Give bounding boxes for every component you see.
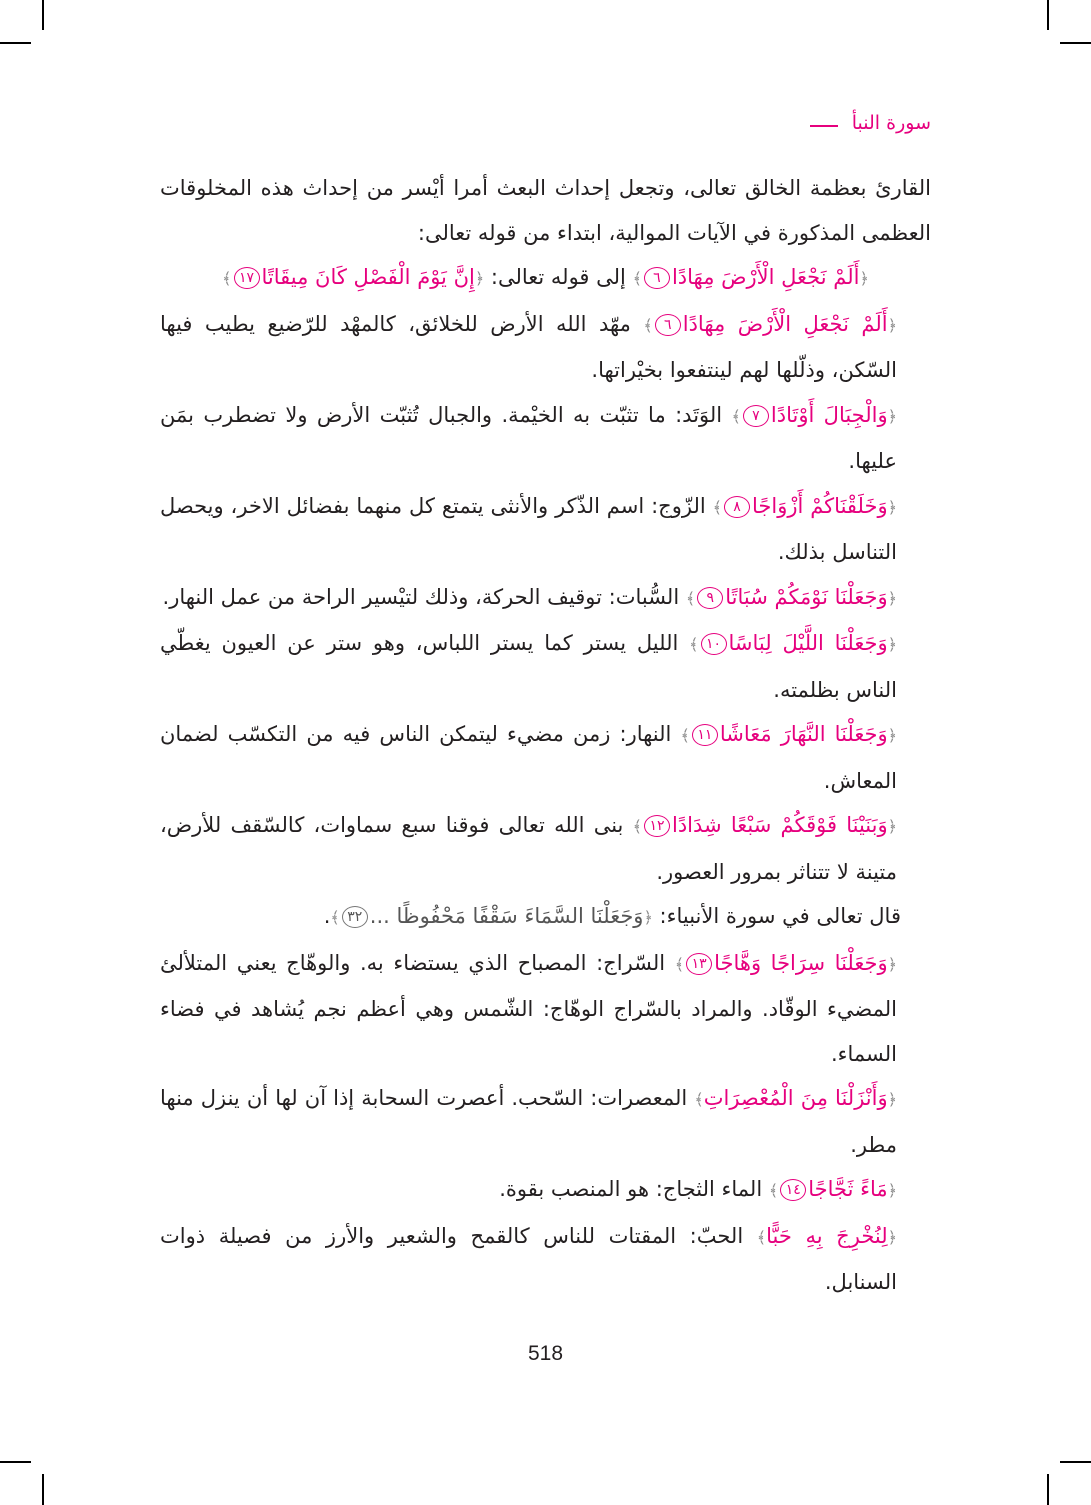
anbiya-quote: قال تعالى في سورة الأنبياء: ﴿وَجَعَلْنَا السَّمَاءَ سَقْفًا مَحْفُوظًا ...٣٢﴾.	[323, 904, 901, 928]
explanation: الليل يستر كما يستر اللباس، وهو ستر عن العيون يغطّي الناس بظلمته.	[160, 631, 897, 702]
ayah-number-icon: ١٤	[780, 1179, 806, 1201]
verse-text: وَجَعَلْنَا نَوْمَكُمْ سُبَاتًا	[725, 584, 888, 609]
entry: ﴿وَجَعَلْنَا سِرَاجًا وَهَّاجًا١٣﴾ السّراج: المصباح الذي يستضاء به. والوهّاج يعني المتلألئ المضيء الوقّاد. والمراد بالسّراج الوهّاج: الشّمس وهي أعظم نجم يُشاهد في فضاء السماء.	[160, 950, 897, 1066]
explanation: مهّد الله الأرض للخلائق، كالمهْد للرّضيع يطيب فيها السّكن، وذلّلها لهم لينتفعوا بخيْراتها.	[160, 311, 897, 382]
verse-text: وَأَنْزَلْنَا مِنَ الْمُعْصِرَاتِ	[703, 1086, 888, 1110]
explanation: الماء الثجاج: هو المنصب بقوة.	[499, 1177, 763, 1201]
ayah-number-icon: ١١	[692, 724, 718, 746]
ayah-number-icon: ١٢	[644, 815, 670, 837]
entry: ﴿وَخَلَقْنَاكُمْ أَزْوَاجًا٨﴾ الزّوج: اسم الذّكر والأنثى يتمتع كل منهما بفضائل الاخر، ويحصل التناسل بذلك.	[160, 493, 897, 564]
explanation: الحبّ: المقتات للناس كالقمح والشعير والأرز من فصيلة ذوات السنابل.	[160, 1223, 897, 1294]
crop-mark	[0, 1461, 31, 1463]
crop-mark	[1047, 1474, 1049, 1505]
ayah-number-icon: ٧	[743, 405, 769, 427]
verse-text: أَلَمْ نَجْعَلِ الْأَرْضَ مِهَادًا	[671, 265, 860, 289]
explanation: بنى الله تعالى فوقنا سبع سماوات، كالسّقف للأرض، متينة لا تتناثر بمرور العصور.	[160, 813, 897, 884]
verse-text: وَجَعَلْنَا النَّهَارَ مَعَاشًا	[719, 722, 888, 746]
verse-text: وَخَلَقْنَاكُمْ أَزْوَاجًا	[751, 493, 888, 518]
entry: ﴿وَبَنَيْنَا فَوْقَكُمْ سَبْعًا شِدَادًا١٢﴾ بنى الله تعالى فوقنا سبع سماوات، كالسّقف للأرض، متينة لا تتناثر بمرور العصور.	[160, 813, 897, 884]
explanation: السُّبات: توقيف الحركة، وذلك لتيْسير الراحة من عمل النهار.	[162, 584, 680, 609]
entry: ﴿وَالْجِبَالَ أَوْتَادًا٧﴾ الوَتَد: ما تثبّت به الخيْمة. والجبال تُثبّت الأرض ولا تضطرب بمَن عليها.	[160, 402, 897, 473]
crop-mark	[0, 42, 31, 44]
ayah-number-icon: ٩	[697, 587, 723, 609]
entry: ﴿مَاءً ثَجَّاجًا١٤﴾ الماء الثجاج: هو المنصب بقوة.	[499, 1177, 897, 1201]
entry: ﴿وَجَعَلْنَا نَوْمَكُمْ سُبَاتًا٩﴾ السُّبات: توقيف الحركة، وذلك لتيْسير الراحة من عمل النهار.	[162, 584, 897, 609]
running-header	[810, 112, 931, 134]
verse-text: وَجَعَلْنَا اللَّيْلَ لِبَاسًا	[728, 631, 888, 655]
explanation: السّراج: المصباح الذي يستضاء به. والوهّاج يعني المتلألئ المضيء الوقّاد. والمراد بالسّراج الوهّاج: الشّمس وهي أعظم نجم يُشاهد في فضاء السماء.	[160, 950, 897, 1066]
verse-text: لِنُخْرِجَ بِهِ حَبًّا	[766, 1223, 888, 1248]
entry: ﴿أَلَمْ نَجْعَلِ الْأَرْضَ مِهَادًا٦﴾ مهّد الله الأرض للخلائق، كالمهْد للرّضيع يطيب فيها السّكن، وذلّلها لهم لينتفعوا بخيْراتها.	[160, 311, 897, 382]
entry: ﴿لِنُخْرِجَ بِهِ حَبًّا﴾ الحبّ: المقتات للناس كالقمح والشعير والأرز من فصيلة ذوات السنابل.	[160, 1223, 897, 1294]
crop-mark	[1060, 42, 1091, 44]
crop-mark	[1047, 0, 1049, 30]
crop-mark	[42, 0, 44, 30]
ayah-number-icon: ١٠	[701, 633, 727, 655]
ayah-number-icon: ٦	[644, 267, 670, 289]
ayah-number-icon: ٣٢	[342, 906, 368, 928]
verse-text: إِنَّ يَوْمَ الْفَصْلِ كَانَ مِيقَاتًا	[261, 265, 475, 289]
explanation: الوَتَد: ما تثبّت به الخيْمة. والجبال تُثبّت الأرض ولا تضطرب بمَن عليها.	[160, 402, 897, 473]
crop-mark	[42, 1474, 44, 1505]
verse-text: مَاءً ثَجَّاجًا	[808, 1177, 888, 1201]
ayah-number-icon: ٦	[655, 314, 681, 336]
explanation: المعصرات: السّحب. أعصرت السحابة إذا آن لها أن ينزل منها مطر.	[160, 1086, 897, 1157]
page-number: 518	[527, 1342, 564, 1365]
intro-paragraph: القارئ بعظمة الخالق تعالى، وتجعل إحداث البعث أمرا أيْسر من إحداث هذه المخلوقات العظمى المذكورة في الآيات الموالية، ابتداء من قوله تعالى:	[160, 176, 931, 245]
verse-text: وَجَعَلْنَا السَّمَاءَ سَقْفًا مَحْفُوظًا ...	[369, 904, 644, 928]
ayah-number-icon: ١٣	[686, 953, 712, 975]
explanation: الزّوج: اسم الذّكر والأنثى يتمتع كل منهما بفضائل الاخر، ويحصل التناسل بذلك.	[160, 493, 897, 564]
verse-text: أَلَمْ نَجْعَلِ الْأَرْضَ مِهَادًا	[682, 311, 888, 336]
verse-range: ﴿أَلَمْ نَجْعَلِ الْأَرْضَ مِهَادًا٦﴾ إلى قوله تعالى: ﴿إِنَّ يَوْمَ الْفَصْلِ كَانَ مِيقَاتًا١٧﴾	[222, 265, 869, 289]
ayah-number-icon: ٨	[724, 496, 750, 518]
entry: ﴿وَأَنْزَلْنَا مِنَ الْمُعْصِرَاتِ﴾ المعصرات: السّحب. أعصرت السحابة إذا آن لها أن ينزل منها مطر.	[160, 1086, 897, 1157]
header-rule	[810, 125, 838, 127]
verse-text: وَبَنَيْنَا فَوْقَكُمْ سَبْعًا شِدَادًا	[672, 813, 888, 837]
verse-text: وَجَعَلْنَا سِرَاجًا وَهَّاجًا	[714, 950, 888, 975]
explanation: النهار: زمن مضيء ليتمكن الناس فيه من التكسّب لضمان المعاش.	[160, 722, 897, 793]
entry: ﴿وَجَعَلْنَا النَّهَارَ مَعَاشًا١١﴾ النهار: زمن مضيء ليتمكن الناس فيه من التكسّب لضمان المعاش.	[160, 722, 897, 793]
page-body	[160, 166, 931, 1305]
verse-text: وَالْجِبَالَ أَوْتَادًا	[770, 402, 888, 427]
ayah-number-icon: ١٧	[234, 267, 260, 289]
crop-mark	[1060, 1461, 1091, 1463]
entry: ﴿وَجَعَلْنَا اللَّيْلَ لِبَاسًا١٠﴾ الليل يستر كما يستر اللباس، وهو ستر عن العيون يغطّي الناس بظلمته.	[160, 631, 897, 702]
surah-title: سورة النبأ	[851, 112, 931, 134]
